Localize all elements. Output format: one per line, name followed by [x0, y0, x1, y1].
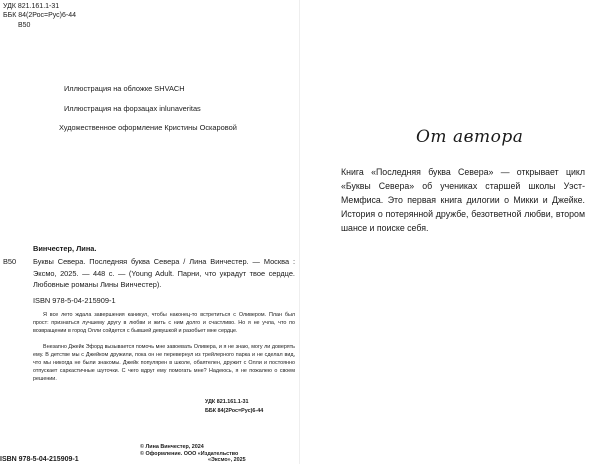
- copyright-publisher: © Оформление. ООО «Издательство: [140, 450, 239, 457]
- bbk-code-bottom: ББК 84(2Рос=Рус)6-44: [205, 408, 264, 414]
- catalog-author: Винчестер, Лина.: [33, 244, 97, 253]
- endpapers-illustration-credit: Иллюстрация на форзацах inlunaveritas: [64, 104, 201, 113]
- copyright-author: © Лина Винчестер, 2024: [140, 444, 204, 450]
- catalog-author-code: В50: [3, 257, 17, 266]
- design-credit: Художественное оформление Кристины Оскаровой: [59, 123, 237, 132]
- catalog-isbn: ISBN 978-5-04-215909-1: [33, 296, 116, 305]
- bbk-code-top: ББК 84(2Рос=Рус)6-44: [3, 12, 76, 19]
- annotation-paragraph-1: Я все лето ждала завершения каникул, чтобы наконец-то встретиться с Оливером. План был прост: признаться лучшему другу в любви и жить с ним долго и счастливо. Но я не учла, что по возвращении в город Олли сойдется с бывшей девушкой и разобьет мне сердце.: [33, 312, 295, 335]
- catalog-description: Буквы Севера. Последняя буква Севера / Лина Винчестер. — Москва : Эксмо, 2025. — 448 с. — (Young Adult. Парни, что украдут твое сердце. Любовные романы Лины Винчестер).: [33, 257, 295, 289]
- isbn-bottom: ISBN 978-5-04-215909-1: [0, 456, 79, 463]
- foreword-heading: От автора: [416, 127, 524, 147]
- copyright-block: [140, 444, 300, 464]
- udk-code-top: УДК 821.161.1-31: [3, 3, 60, 10]
- annotation-paragraph-2: Внезапно Джейк Эфорд вызывается помочь мне завоевать Оливера, и я не знаю, могу ли доверять ему. В детстве мы с Джейком дружили, пока он не перевернул из трейлерного парка и не сделал вид, что мы никогда не были знакомы. Джейк популярен в школе, обаятелен, дружит с Олли и постоянно отпускает саркастичные шуточки. С чего вдруг ему помогать мне? Надеюсь, я не пожалею о своем решении.: [33, 344, 295, 383]
- udk-code-bottom: УДК 821.161.1-31: [205, 399, 249, 405]
- cover-illustration-credit: Иллюстрация на обложке SHVACH: [64, 84, 185, 93]
- foreword-text: Книга «Последняя буква Севера» — открывает цикл «Буквы Севера» об учениках старшей школы Уэст-Мемфиса. Это первая книга дилогии о Микки и Джейке. История о потерянной дружбе, безответной любви, втором шансе и поиске себя.: [341, 167, 585, 233]
- author-code-top: В50: [18, 22, 31, 29]
- copyright-publisher-cont: «Эксмо», 2025: [208, 457, 246, 463]
